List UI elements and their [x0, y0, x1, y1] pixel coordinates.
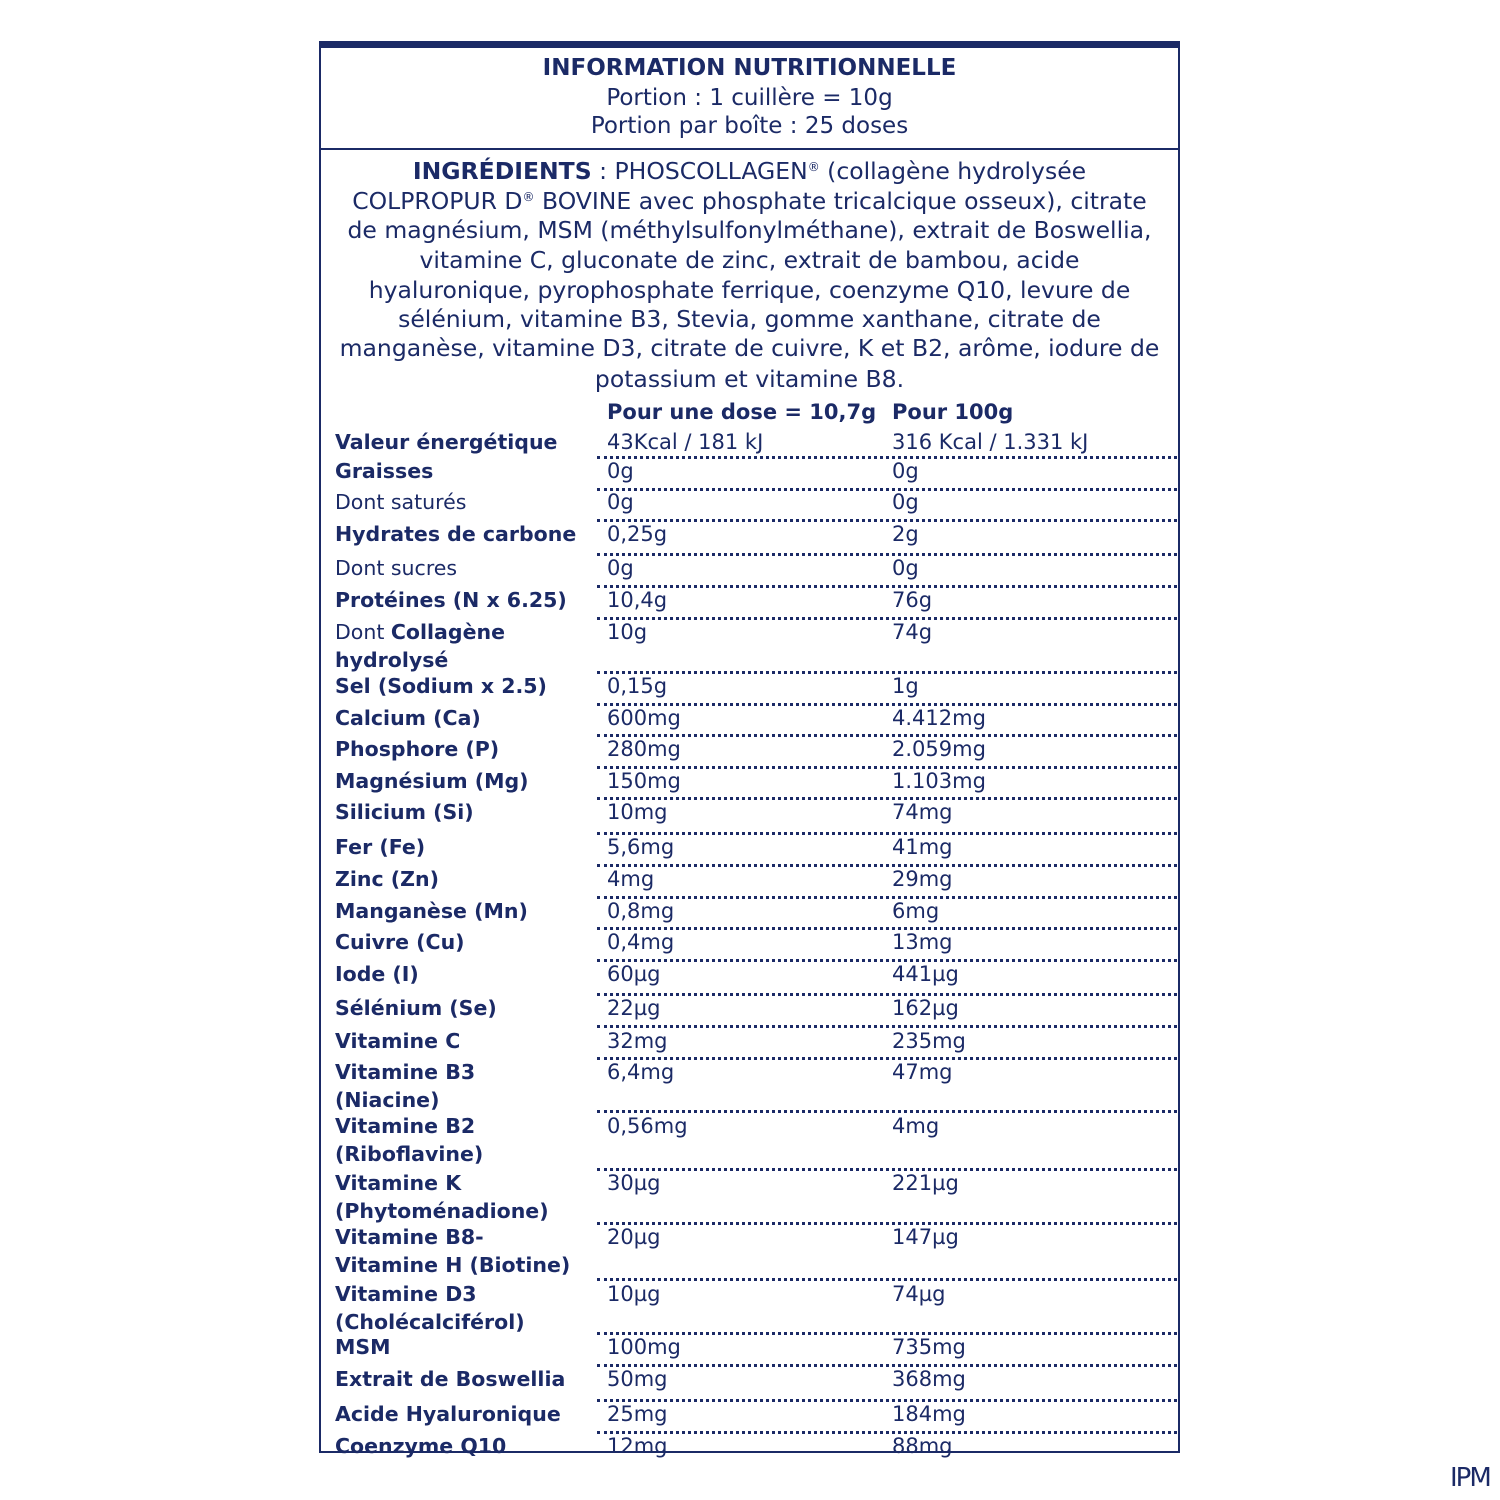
- row-divider: [597, 1057, 1177, 1060]
- nutrient-label: [335, 1223, 585, 1279]
- row-divider: [597, 927, 1177, 930]
- portion-per-box: Portion par boîte : 25 doses: [590, 113, 909, 139]
- row-divider: [597, 703, 1177, 706]
- nutrient-label: [335, 1112, 585, 1168]
- value-per-dose: 150mg: [607, 769, 681, 793]
- nutrient-label: [335, 865, 585, 893]
- nutrient-label-line: Dont saturés: [335, 490, 467, 514]
- row-divider: [597, 1431, 1177, 1434]
- value-per-100g: 74µg: [892, 1282, 946, 1306]
- value-per-100g: 2g: [892, 522, 919, 546]
- value-per-dose: 0,15g: [607, 674, 668, 698]
- nutrient-label-line: Vitamine K: [335, 1171, 462, 1195]
- row-divider: [597, 797, 1177, 800]
- nutrient-label-line: Silicium (Si): [335, 800, 474, 824]
- row-divider: [597, 959, 1177, 962]
- nutrient-label-line: MSM: [335, 1335, 391, 1359]
- nutrient-label-line: Iode (I): [335, 962, 419, 986]
- value-per-100g: 4.412mg: [892, 706, 986, 730]
- nutrient-label: [335, 735, 585, 763]
- value-per-dose: 10,4g: [607, 588, 668, 612]
- value-per-dose: 0,4mg: [607, 930, 675, 954]
- nutrient-label: [335, 488, 585, 516]
- nutrient-label: [335, 767, 585, 795]
- row-divider: [597, 896, 1177, 899]
- value-per-100g: 441µg: [892, 962, 959, 986]
- nutrient-label: [335, 1432, 585, 1460]
- value-per-dose: 10µg: [607, 1282, 661, 1306]
- nutrient-label-line: Vitamine B8-: [335, 1225, 484, 1249]
- value-per-100g: 368mg: [892, 1367, 966, 1391]
- nutrient-label-line: Magnésium (Mg): [335, 769, 529, 793]
- value-per-100g: 4mg: [892, 1114, 940, 1138]
- value-per-dose: 600mg: [607, 706, 681, 730]
- value-per-dose: 0g: [607, 556, 634, 580]
- nutrient-label: [335, 428, 585, 456]
- value-per-100g: 41mg: [892, 835, 953, 859]
- value-per-100g: 316 Kcal / 1.331 kJ: [892, 430, 1089, 454]
- value-per-dose: 6,4mg: [607, 1060, 675, 1084]
- value-per-100g: 0g: [892, 490, 919, 514]
- value-per-dose: 280mg: [607, 737, 681, 761]
- label-title: INFORMATION NUTRITIONNELLE: [542, 55, 957, 81]
- value-per-100g: 29mg: [892, 867, 953, 891]
- nutrient-label: [335, 1333, 585, 1361]
- value-per-100g: 735mg: [892, 1335, 966, 1359]
- portion-info: Portion : 1 cuillère = 10g: [606, 85, 893, 111]
- row-divider: [597, 1399, 1177, 1402]
- value-per-100g: 147µg: [892, 1225, 959, 1249]
- value-per-dose: 22µg: [607, 996, 661, 1020]
- nutrition-label-panel: [319, 41, 1180, 1458]
- value-per-dose: 43Kcal / 181 kJ: [607, 430, 764, 454]
- nutrient-label: [335, 994, 585, 1022]
- value-per-100g: 6mg: [892, 899, 940, 923]
- value-per-100g: 0g: [892, 459, 919, 483]
- nutrient-label-line: Sélénium (Se): [335, 996, 497, 1020]
- nutrient-label-line: Fer (Fe): [335, 835, 426, 859]
- nutrient-label: [335, 798, 585, 826]
- value-per-100g: 235mg: [892, 1029, 966, 1053]
- nutrient-label: [335, 833, 585, 861]
- value-per-dose: 5,6mg: [607, 835, 675, 859]
- nutrient-label-line: Dont sucres: [335, 556, 458, 580]
- nutrient-label-line: Cuivre (Cu): [335, 930, 465, 954]
- ingredients-text: de magnésium, MSM (méthylsulfonylméthane), extrait de Boswellia,: [347, 216, 1152, 244]
- nutrient-label-line: Manganèse (Mn): [335, 899, 528, 923]
- nutrient-label-line: (Phytoménadione): [335, 1199, 549, 1223]
- nutrient-label-line: Extrait de Boswellia: [335, 1367, 566, 1391]
- nutrient-label-line: Hydrates de carbone: [335, 522, 577, 546]
- value-per-dose: 0g: [607, 459, 634, 483]
- column-header-per-dose: Pour une dose = 10,7g: [607, 400, 877, 424]
- nutrient-label-line: Valeur énergétique: [335, 430, 558, 454]
- value-per-100g: 1g: [892, 674, 919, 698]
- nutrient-label-line: Graisses: [335, 459, 434, 483]
- nutrient-label: [335, 704, 585, 732]
- row-divider: [597, 734, 1177, 737]
- value-per-100g: 76g: [892, 588, 933, 612]
- nutrient-label: [335, 1365, 585, 1393]
- nutrient-label-line: (Niacine): [335, 1088, 440, 1112]
- value-per-dose: 25mg: [607, 1402, 668, 1426]
- nutrient-label-line: Coenzyme Q10: [335, 1434, 507, 1458]
- value-per-100g: 184mg: [892, 1402, 966, 1426]
- nutrient-label-line: Calcium (Ca): [335, 706, 481, 730]
- row-divider: [597, 519, 1177, 522]
- row-divider: [597, 832, 1177, 835]
- nutrient-label: [335, 1169, 585, 1225]
- nutrient-label: [335, 554, 585, 582]
- value-per-100g: 74g: [892, 620, 933, 644]
- nutrient-label-line: (Cholécalciférol): [335, 1310, 525, 1334]
- nutrient-label-line: Vitamine B3: [335, 1060, 476, 1084]
- nutrient-label: [335, 586, 585, 614]
- column-header-per-100g: Pour 100g: [892, 400, 1014, 424]
- value-per-dose: 60µg: [607, 962, 661, 986]
- value-per-dose: 10g: [607, 620, 648, 644]
- nutrient-label-line: Vitamine B2: [335, 1114, 476, 1138]
- value-per-100g: 13mg: [892, 930, 953, 954]
- nutrient-label-name: Collagène: [390, 620, 505, 644]
- row-divider: [597, 617, 1177, 620]
- nutrient-label: [335, 897, 585, 925]
- nutrient-label: [335, 1400, 585, 1428]
- ingredients-text: vitamine C, gluconate de zinc, extrait de bambou, acide: [419, 246, 1080, 274]
- row-divider: [597, 1332, 1177, 1335]
- nutrient-label-name: hydrolysé: [335, 648, 449, 672]
- registered-mark: ®: [522, 190, 535, 204]
- nutrient-label: [335, 672, 585, 700]
- nutrient-label-prefix: Dont: [335, 620, 391, 644]
- nutrient-label: [335, 1280, 585, 1336]
- nutrient-label-line: Zinc (Zn): [335, 867, 439, 891]
- row-divider: [597, 553, 1177, 556]
- value-per-100g: 88mg: [892, 1434, 953, 1458]
- row-divider: [597, 1025, 1177, 1028]
- row-divider: [597, 456, 1177, 459]
- value-per-dose: 50mg: [607, 1367, 668, 1391]
- nutrient-label: [335, 1027, 585, 1055]
- nutrient-label-line: Vitamine D3: [335, 1282, 477, 1306]
- value-per-dose: 0g: [607, 490, 634, 514]
- nutrient-label-line: Sel (Sodium x 2.5): [335, 674, 547, 698]
- value-per-dose: 0,25g: [607, 522, 668, 546]
- ingredients-text: manganèse, vitamine D3, citrate de cuivre, K et B2, arôme, iodure de: [339, 334, 1160, 362]
- row-divider: [597, 1278, 1177, 1281]
- ingredients-text: hyaluronique, pyrophosphate ferrique, coenzyme Q10, levure de: [368, 276, 1131, 304]
- registered-mark: ®: [807, 160, 820, 174]
- nutrient-label-line: (Riboflavine): [335, 1142, 484, 1166]
- ingredients-text: : PHOSCOLLAGEN: [591, 157, 808, 185]
- value-per-100g: 47mg: [892, 1060, 953, 1084]
- nutrient-label: [335, 457, 585, 485]
- nutrient-label: [335, 928, 585, 956]
- value-per-dose: 0,56mg: [607, 1114, 688, 1138]
- nutrient-label-line: Acide Hyaluronique: [335, 1402, 561, 1426]
- row-divider: [597, 1364, 1177, 1367]
- nutrition-table: [321, 48, 1178, 1458]
- value-per-dose: 12mg: [607, 1434, 668, 1458]
- row-divider: [597, 1110, 1177, 1113]
- ingredients-text: sélénium, vitamine B3, Stevia, gomme xanthane, citrate de: [398, 305, 1101, 333]
- value-per-dose: 100mg: [607, 1335, 681, 1359]
- nutrient-label: [335, 960, 585, 988]
- ingredients-label: INGRÉDIENTS: [412, 157, 592, 185]
- row-divider: [597, 993, 1177, 996]
- ingredients-text: BOVINE avec phosphate tricalcique osseux), citrate: [534, 187, 1147, 215]
- value-per-100g: 162µg: [892, 996, 959, 1020]
- value-per-100g: 1.103mg: [892, 769, 986, 793]
- value-per-100g: 2.059mg: [892, 737, 986, 761]
- nutrient-label: [335, 520, 585, 548]
- nutrient-label: [335, 618, 585, 674]
- value-per-dose: 20µg: [607, 1225, 661, 1249]
- row-divider: [597, 864, 1177, 867]
- value-per-100g: 74mg: [892, 800, 953, 824]
- row-divider: [597, 766, 1177, 769]
- value-per-dose: 32mg: [607, 1029, 668, 1053]
- value-per-dose: 4mg: [607, 867, 655, 891]
- row-divider: [597, 585, 1177, 588]
- ingredients-text: potassium et vitamine B8.: [594, 365, 905, 393]
- nutrient-label-line: Vitamine C: [335, 1029, 461, 1053]
- watermark-logo: IPM: [1450, 1463, 1490, 1493]
- nutrient-label-line: Phosphore (P): [335, 737, 500, 761]
- nutrient-label-line: Vitamine H (Biotine): [335, 1253, 571, 1277]
- value-per-100g: 0g: [892, 556, 919, 580]
- value-per-dose: 30µg: [607, 1171, 661, 1195]
- value-per-dose: 10mg: [607, 800, 668, 824]
- row-divider: [597, 1222, 1177, 1225]
- value-per-100g: 221µg: [892, 1171, 959, 1195]
- row-divider: [597, 671, 1177, 674]
- ingredients-text: COLPROPUR D: [352, 187, 523, 215]
- nutrient-label: [335, 1058, 585, 1114]
- ingredients-text: (collagène hydrolysée: [819, 157, 1087, 185]
- row-divider: [597, 1168, 1177, 1171]
- nutrient-label-line: Protéines (N x 6.25): [335, 588, 567, 612]
- row-divider: [597, 488, 1177, 491]
- value-per-dose: 0,8mg: [607, 899, 675, 923]
